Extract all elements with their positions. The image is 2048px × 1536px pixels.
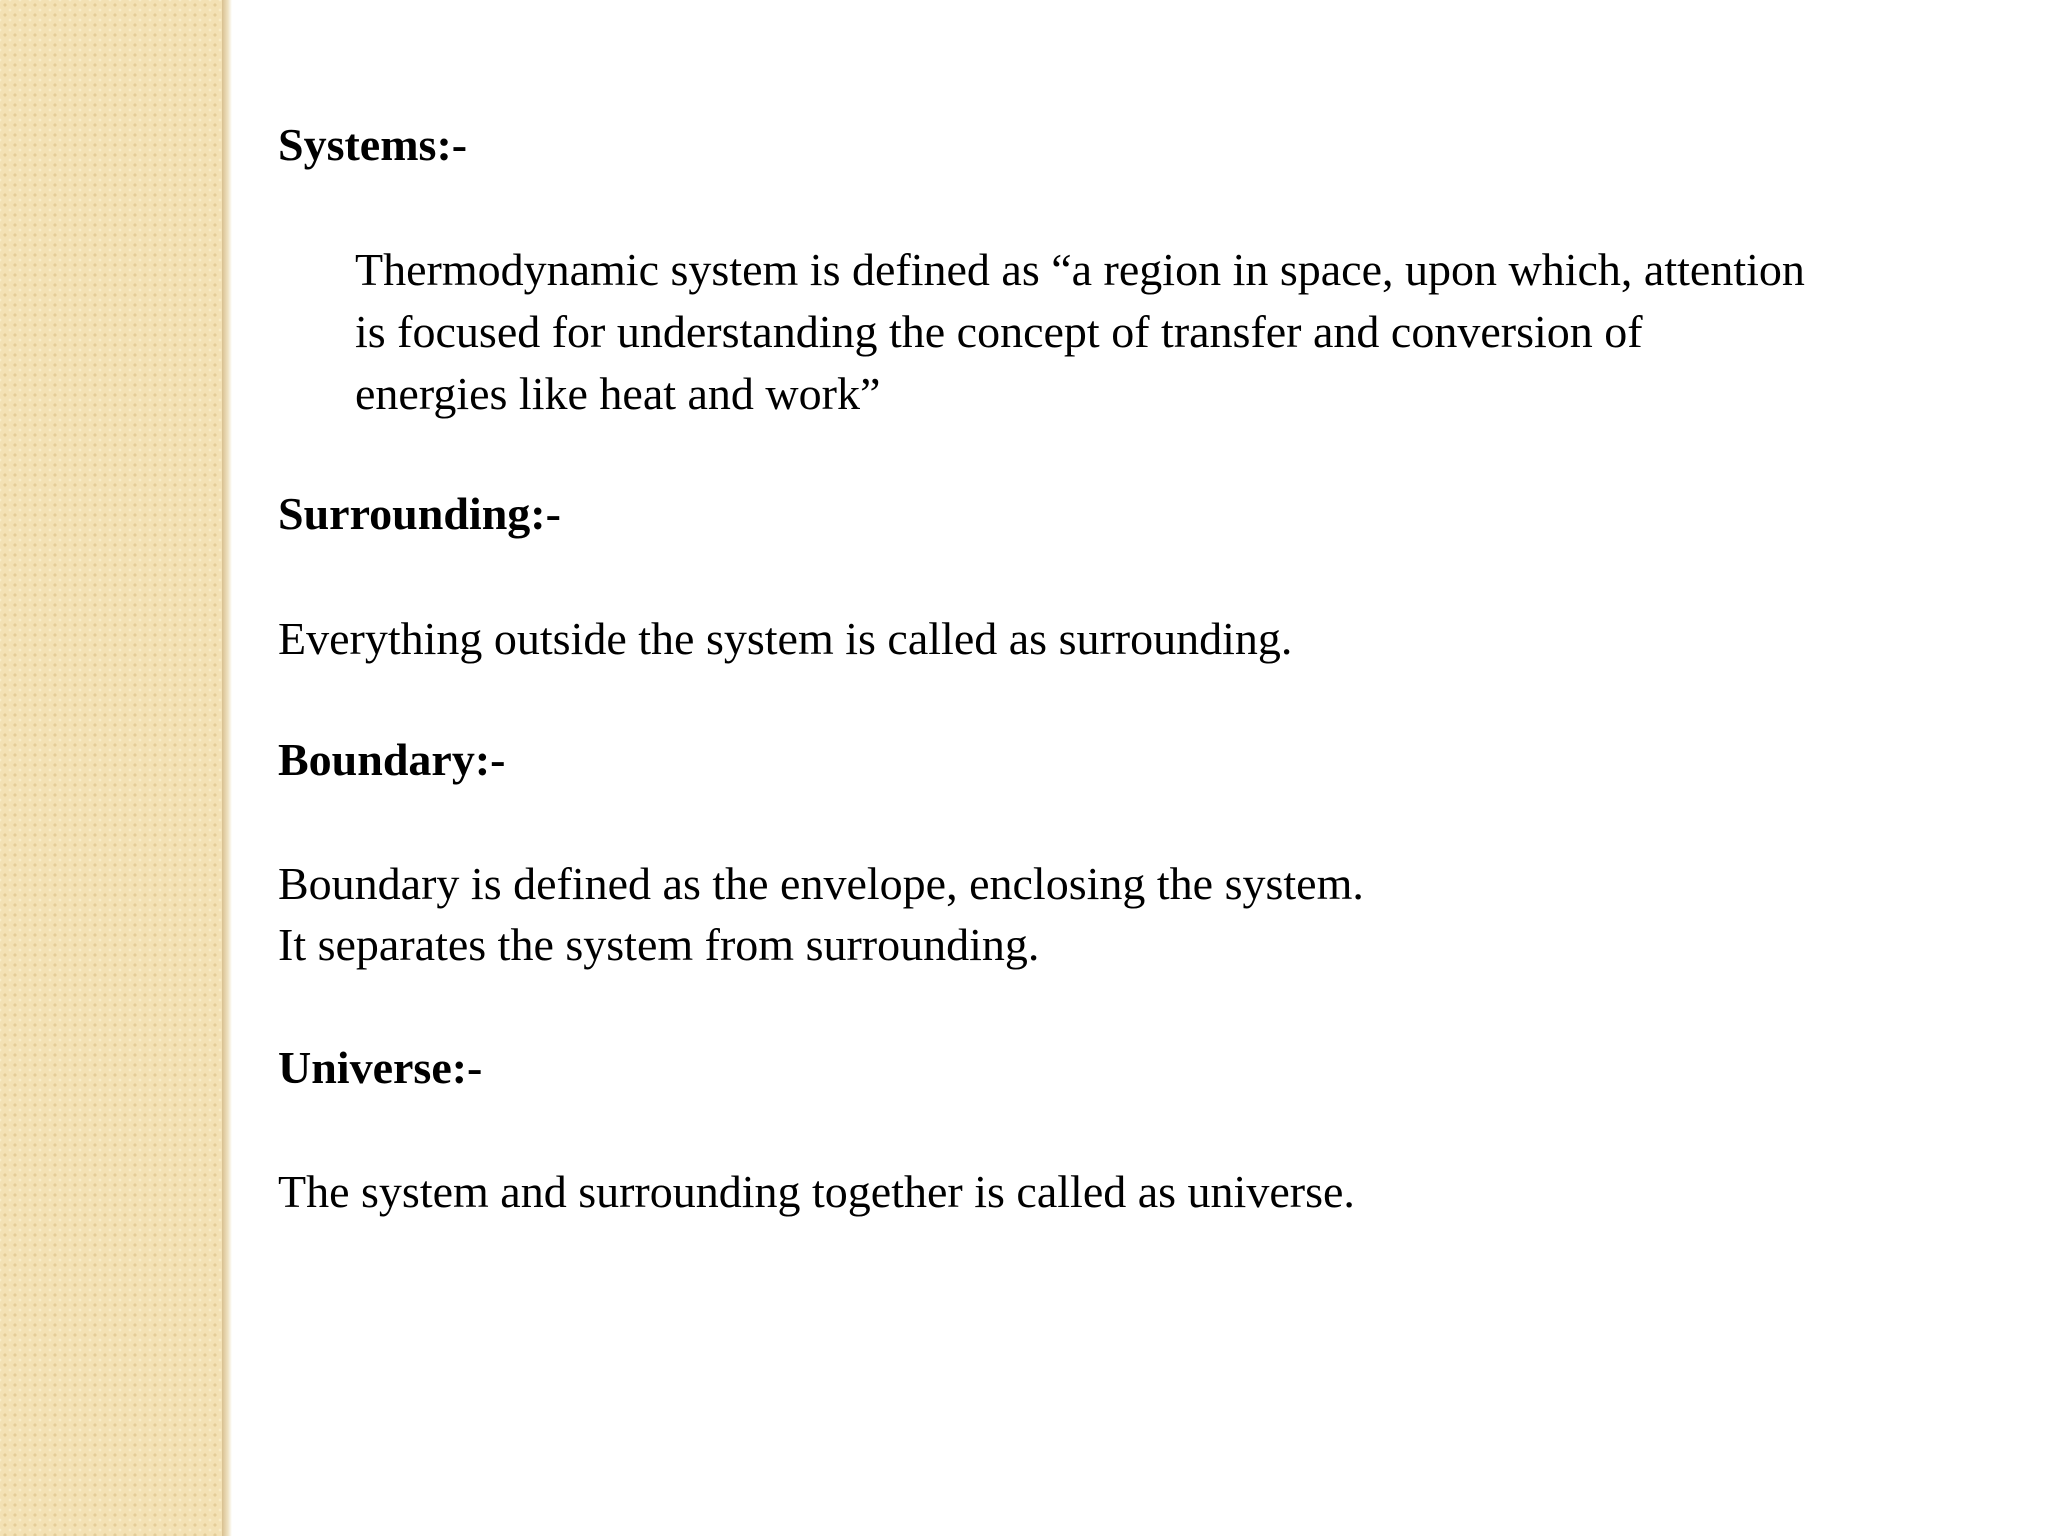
boundary-definition-line-1: Boundary is defined as the envelope, enclosing the system. bbox=[278, 858, 1364, 909]
surrounding-definition: Everything outside the system is called as surrounding. bbox=[278, 613, 1293, 664]
systems-definition-line-1: Thermodynamic system is defined as “a region in space, upon which, attention bbox=[355, 244, 1805, 295]
systems-definition-line-3: energies like heat and work” bbox=[355, 368, 881, 419]
systems-definition-line-2: is focused for understanding the concept of transfer and conversion of bbox=[355, 306, 1643, 357]
universe-heading: Universe:- bbox=[278, 1042, 483, 1093]
surrounding-heading: Surrounding:- bbox=[278, 488, 561, 539]
universe-definition: The system and surrounding together is called as universe. bbox=[278, 1166, 1355, 1217]
systems-heading: Systems:- bbox=[278, 119, 468, 170]
boundary-heading: Boundary:- bbox=[278, 734, 506, 785]
boundary-definition-line-2: It separates the system from surrounding. bbox=[278, 919, 1040, 970]
side-strip-edge bbox=[222, 0, 232, 1536]
decorative-side-strip bbox=[0, 0, 228, 1536]
